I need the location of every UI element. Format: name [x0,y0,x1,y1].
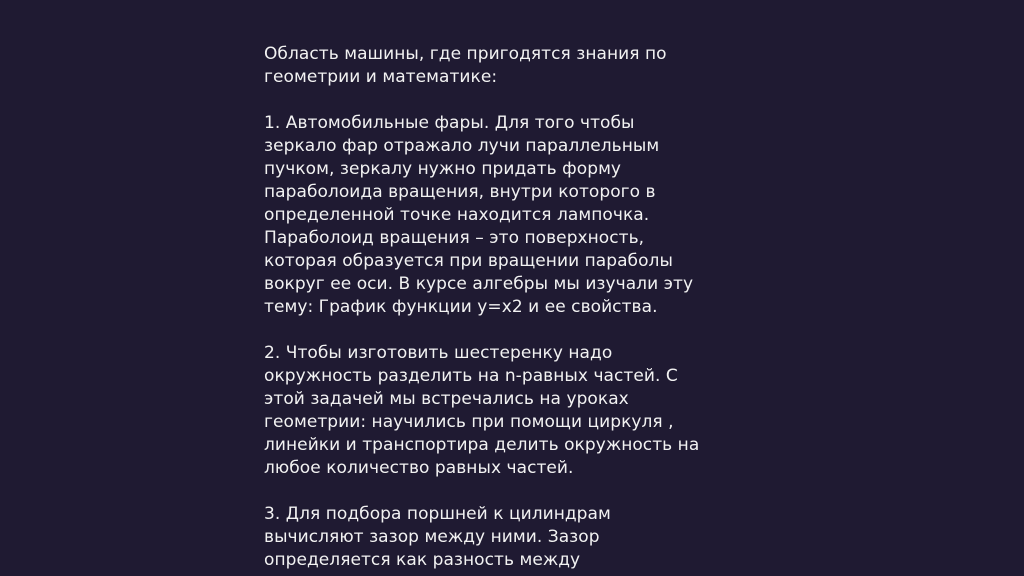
paragraph-spacer [264,480,784,503]
item-2-paragraph: 2. Чтобы изготовить шестеренку надо окружность разделить на n-равных частей. С этой задачей мы встречались на уроках геометрии: научились при помощи циркуля , линейки и транспортира делить окружность на любое количество равных частей. [264,343,700,478]
intro-paragraph: Область машины, где пригодятся знания по геометрии и математике: [264,44,667,87]
paragraph-spacer [264,89,784,112]
item-3-paragraph: 3. Для подбора поршней к цилиндрам вычисляют зазор между ними. Зазор определяется как разность между [264,504,611,570]
item-1-paragraph: 1. Автомобильные фары. Для того чтобы зеркало фар отражало лучи параллельным пучком, зеркалу нужно придать форму параболоида вращения, внутри которого в определенной точке находится лампочка. Параболоид вращения – это поверхность, которая образуется при вращении параболы вокруг ее оси. В курсе алгебры мы изучали эту тему: График функции у=х2 и ее свойства. [264,113,694,317]
slide-text-block [264,43,784,572]
paragraph-spacer [264,319,784,342]
